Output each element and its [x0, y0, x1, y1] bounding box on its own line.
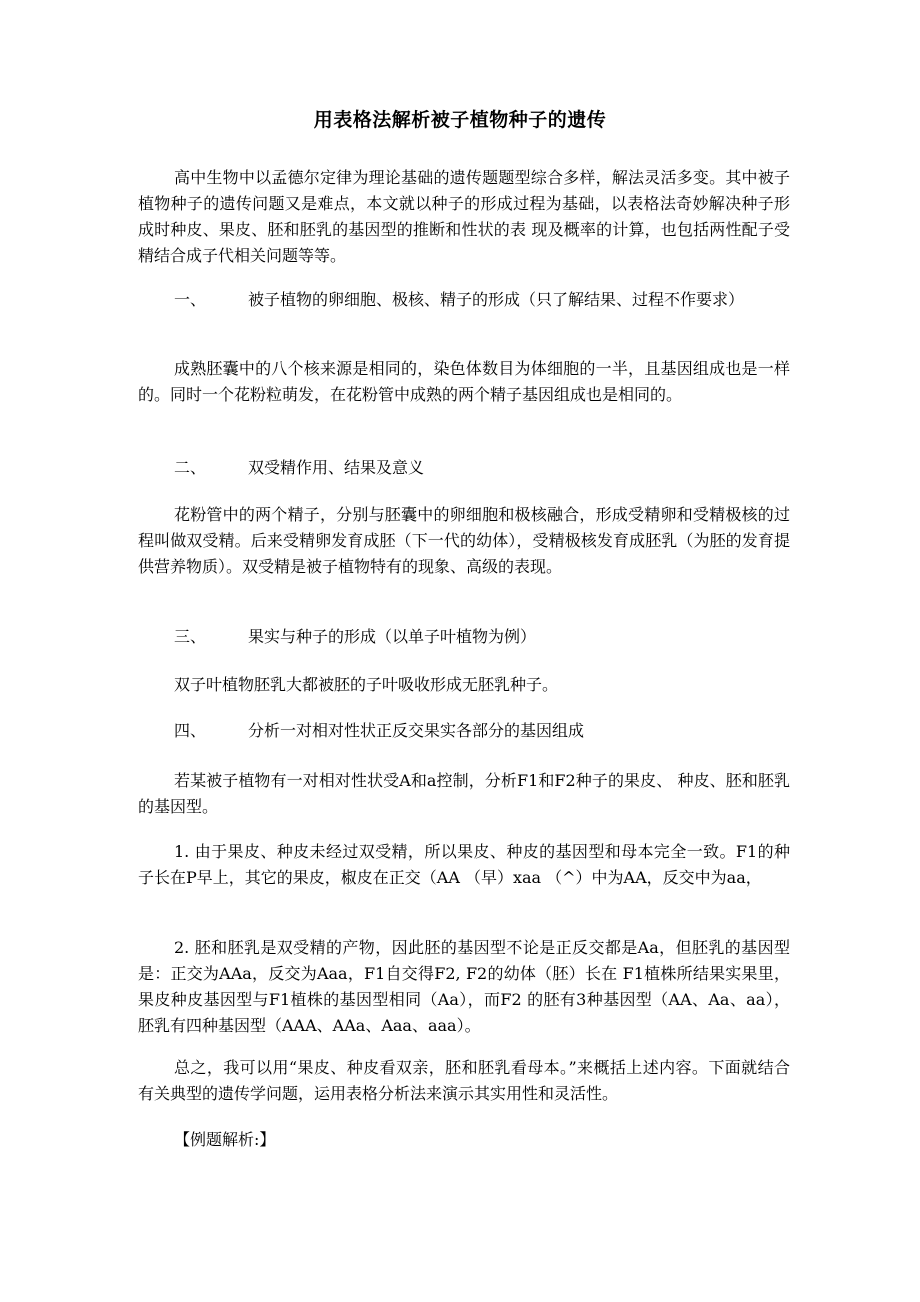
section-2-heading — [174, 455, 790, 481]
section-3-number: 三、 — [174, 627, 207, 646]
section-3-heading — [174, 624, 790, 650]
point-1-paragraph: 1. 由于果皮、种皮未经过双受精，所以果皮、种皮的基因型和母本完全一致。F1的种子长在P早上，其它的果皮，椒皮在正交（AA （早）xaa （^）中为AA，反交中为aa， — [138, 842, 790, 887]
section-2-number: 二、 — [174, 458, 207, 477]
section-4-number: 四、 — [174, 721, 207, 740]
intro-paragraph: 高中生物中以孟德尔定律为理论基础的遗传题题型综合多样，解法灵活多变。其中被子植物种子的遗传问题又是难点，本文就以种子的形成过程为基础，以表格法奇妙解决种子形成时种皮、果皮、胚和胚乳的基因型的推断和性状的表 现及概率的计算，也包括两性配子受精结合成子代相关问题等等。 — [138, 168, 790, 265]
section-2-title: 双受精作用、结果及意义 — [248, 458, 425, 477]
section-2-body: 花粉管中的两个精子，分别与胚囊中的卵细胞和极核融合，形成受精卵和受精极核的过程叫做双受精。后来受精卵发育成胚（下一代的幼体），受精极核发育成胚乳（为胚的发育提供营养物质）。双受精是被子植物特有的现象、高级的表现。 — [138, 505, 790, 576]
section-4-body: 若某被子植物有一对相对性状受A和a控制，分析F1和F2种子的果皮、 种皮、胚和胚乳的基因型。 — [138, 771, 790, 816]
section-4-heading — [174, 718, 790, 744]
example-label: 【例题解析:】 — [174, 1130, 276, 1149]
point-2-paragraph: 2. 胚和胚乳是双受精的产物，因此胚的基因型不论是正反交都是Aa，但胚乳的基因型是：正交为AAa，反交为Aaa，F1自交得F2, F2的幼体（胚）长在 F1植株所结果实果里，果皮种皮基因型与F1植株的基因型相同（Aa），而F2 的胚有3种基因型（AA、Aa、aa），胚乳有四种基因型（AAA、AAa、Aaa、aaa）。 — [138, 938, 790, 1035]
section-1-number: 一、 — [174, 290, 207, 309]
section-3-title: 果实与种子的形成（以单子叶植物为例） — [248, 627, 537, 646]
section-1-body: 成熟胚囊中的八个核来源是相同的，染色体数目为体细胞的一半，且基因组成也是一样的。同时一个花粉粒萌发，在花粉管中成熟的两个精子基因组成也是相同的。 — [138, 359, 790, 404]
section-4-title: 分析一对相对性状正反交果实各部分的基因组成 — [248, 721, 585, 740]
section-1-title: 被子植物的卵细胞、极核、精子的形成（只了解结果、过程不作要求） — [248, 290, 745, 309]
section-3-body: 双子叶植物胚乳大都被胚的子叶吸收形成无胚乳种子。 — [174, 675, 559, 694]
summary-paragraph: 总之，我可以用“果皮、种皮看双亲，胚和胚乳看母本。”来概括上述内容。下面就结合有关典型的遗传学问题，运用表格分析法来演示其实用性和灵活性。 — [138, 1058, 790, 1103]
section-1-heading — [138, 287, 790, 313]
page-title: 用表格法解析被子植物种子的遗传 — [313, 109, 607, 131]
